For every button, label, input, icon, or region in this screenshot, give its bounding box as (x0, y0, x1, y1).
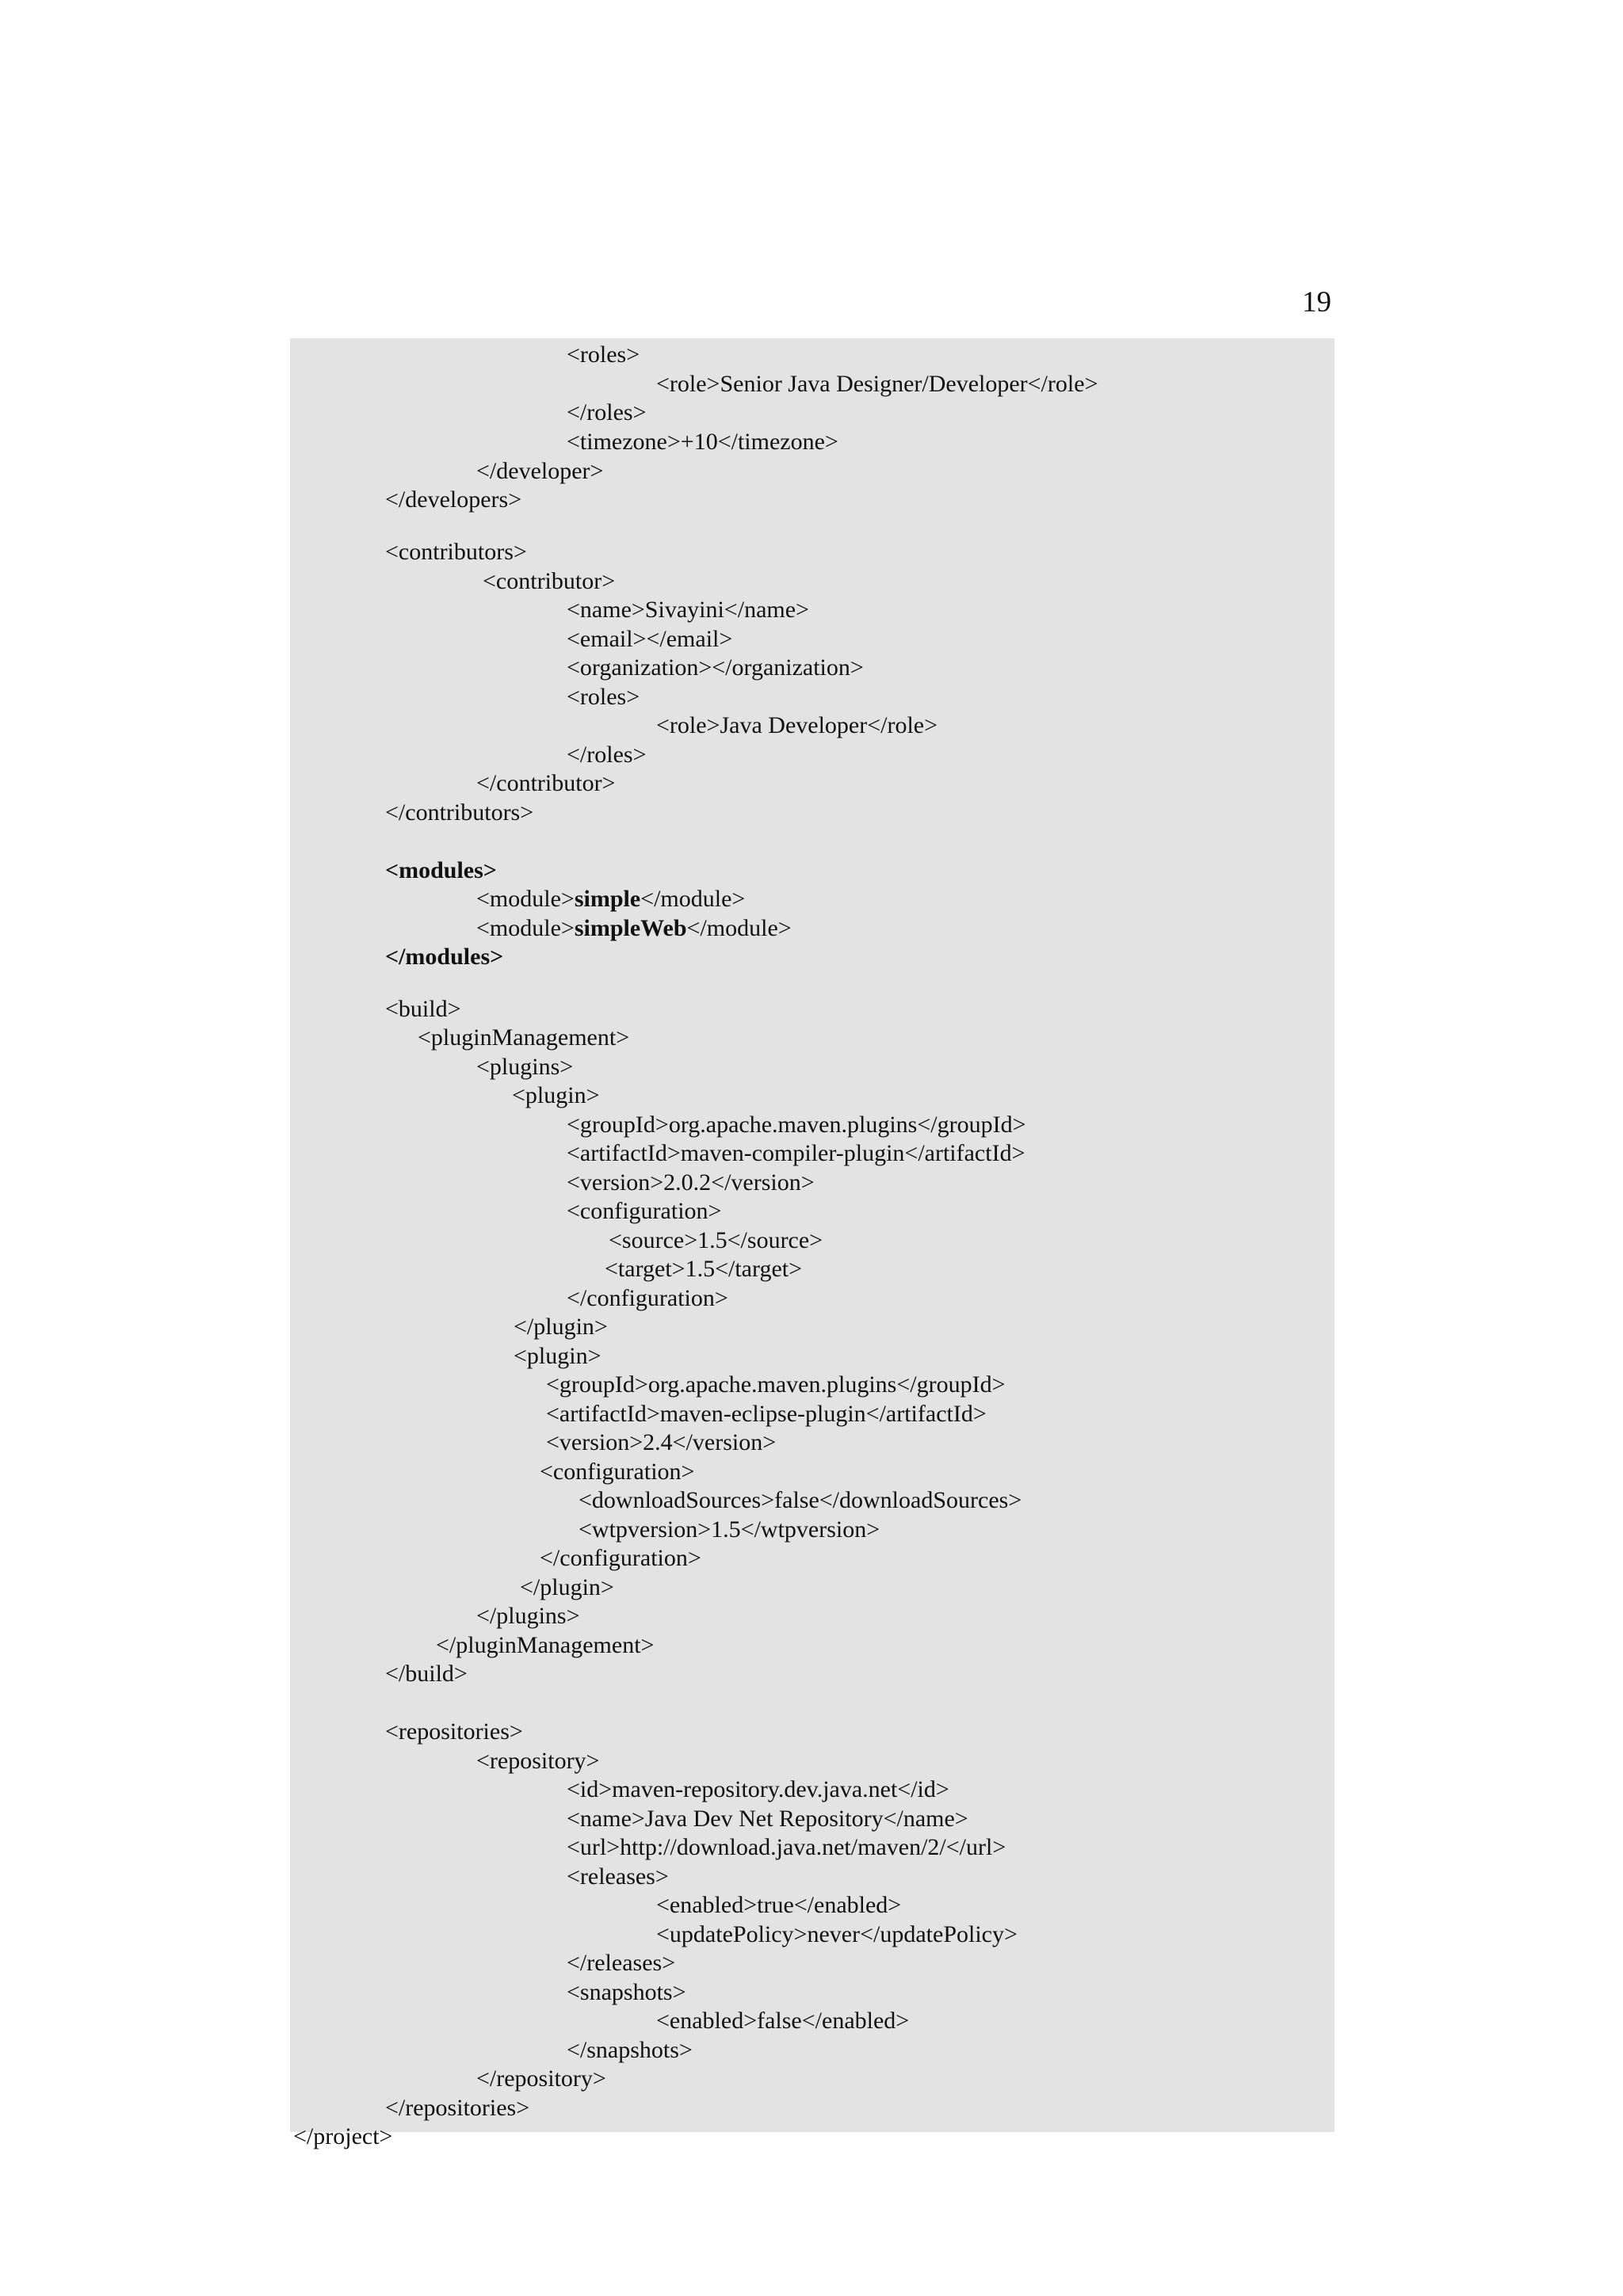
code-line: <plugins> (476, 1054, 574, 1080)
code-line: <url>http://download.java.net/maven/2/</url> (567, 1834, 1006, 1860)
code-line: <name>Java Dev Net Repository</name> (567, 1806, 968, 1832)
code-line: <downloadSources>false</downloadSources> (579, 1487, 1022, 1513)
code-line: <snapshots> (567, 1979, 686, 2005)
code-line: </project> (293, 2123, 393, 2149)
code-line: </build> (385, 1661, 468, 1687)
code-line: <plugin> (514, 1343, 601, 1369)
code-line: <configuration> (540, 1459, 695, 1485)
code-line: <releases> (567, 1863, 669, 1890)
code-line: </configuration> (567, 1285, 728, 1311)
code-line: <roles> (567, 341, 640, 368)
code-line: <updatePolicy>never</updatePolicy> (656, 1921, 1018, 1947)
code-line: <configuration> (567, 1198, 722, 1224)
code-line: <artifactId>maven-eclipse-plugin</artifactId> (546, 1401, 987, 1427)
code-fragment: </module> (686, 915, 792, 941)
code-line: <role>Java Developer</role> (656, 712, 938, 738)
code-line: </snapshots> (567, 2037, 693, 2063)
code-line (476, 914, 792, 943)
code-line: <organization></organization> (567, 654, 864, 681)
code-line: </pluginManagement> (436, 1632, 655, 1658)
code-line: <contributor> (483, 568, 616, 594)
code-line: </developer> (476, 458, 604, 484)
code-line: <version>2.0.2</version> (567, 1169, 815, 1196)
code-line: <pluginManagement> (418, 1024, 630, 1051)
code-line: <build> (385, 996, 461, 1022)
code-fragment: </module> (640, 886, 746, 912)
code-line: <roles> (567, 684, 640, 710)
code-fragment: <module> (476, 915, 575, 941)
code-line: <timezone>+10</timezone> (567, 429, 838, 455)
code-line: </repositories> (385, 2095, 530, 2121)
code-line: <target>1.5</target> (605, 1256, 803, 1282)
code-fragment: <module> (476, 886, 575, 912)
code-line: </configuration> (540, 1545, 701, 1571)
page-number: 19 (1302, 286, 1331, 318)
code-line: <wtpversion>1.5</wtpversion> (579, 1516, 880, 1543)
code-line: <groupId>org.apache.maven.plugins</groupId> (567, 1112, 1026, 1138)
code-line: <id>maven-repository.dev.java.net</id> (567, 1776, 949, 1802)
code-line: <repository> (476, 1748, 600, 1774)
code-line: <enabled>true</enabled> (656, 1892, 902, 1918)
code-line: <repositories> (385, 1718, 523, 1745)
code-line: <version>2.4</version> (546, 1429, 777, 1455)
code-line: </plugin> (514, 1314, 608, 1340)
code-line: </repository> (476, 2065, 606, 2092)
code-line: <groupId>org.apache.maven.plugins</groupId> (546, 1371, 1006, 1398)
code-line: </roles> (567, 742, 647, 768)
code-line: <source>1.5</source> (609, 1227, 823, 1253)
code-line: </plugin> (520, 1574, 614, 1600)
code-line: <artifactId>maven-compiler-plugin</artifactId> (567, 1140, 1025, 1166)
code-line: </developers> (385, 486, 522, 513)
code-line: <email></email> (567, 626, 733, 652)
code-line: <modules> (385, 857, 497, 883)
code-line: </releases> (567, 1950, 676, 1976)
code-line: </roles> (567, 399, 647, 425)
module-name: simple (574, 886, 641, 912)
module-name: simpleWeb (574, 915, 687, 941)
code-line: <plugin> (512, 1082, 600, 1108)
code-line (476, 885, 745, 913)
code-line: <name>Sivayini</name> (567, 597, 809, 623)
code-line: <contributors> (385, 539, 527, 565)
code-line: </modules> (385, 944, 504, 970)
code-line: <enabled>false</enabled> (656, 2008, 910, 2034)
code-line: </plugins> (476, 1603, 580, 1629)
code-line: </contributor> (476, 770, 616, 796)
code-line: <role>Senior Java Designer/Developer</role> (656, 371, 1098, 397)
code-line: </contributors> (385, 799, 534, 826)
